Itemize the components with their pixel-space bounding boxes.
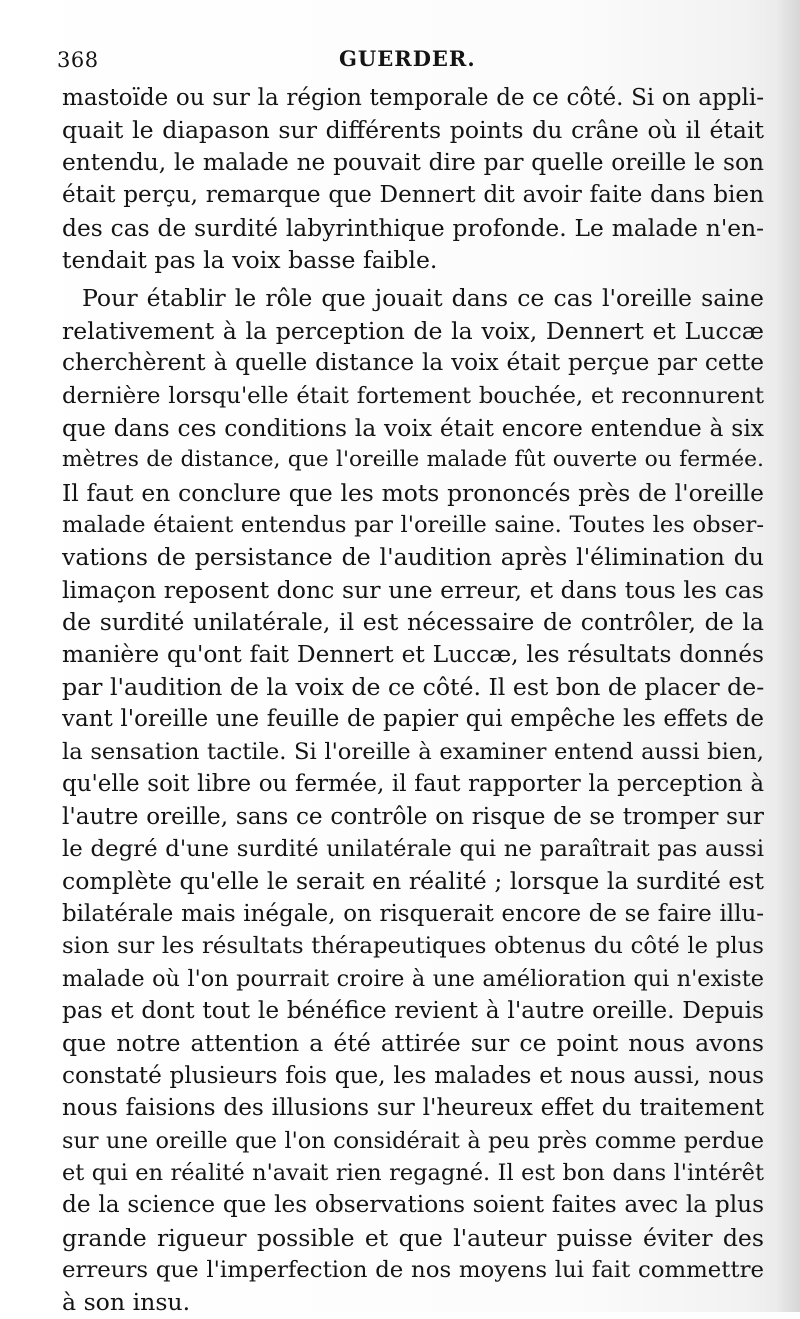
paragraph-2 — [62, 282, 764, 1319]
text-line: à son insu. — [62, 1288, 191, 1317]
text-line: pas et dont tout le bénéfice revient à l'autre oreille. Depuis — [62, 996, 764, 1024]
text-line: erreurs que l'imperfection de nos moyens lui fait commettre — [62, 1257, 764, 1284]
page-edge-shadow — [776, 0, 800, 1312]
text-line: manière qu'ont fait Dennert et Luccæ, les résultats donnés — [62, 640, 764, 668]
text-line: mastoïde ou sur la région temporale de ce côté. Si on appli- — [62, 85, 764, 111]
text-line: était perçu, remarque que Dennert dit avoir faite dans bien — [62, 182, 764, 209]
text-line: le degré d'une surdité unilatérale qui ne paraîtrait pas aussi — [62, 835, 764, 862]
text-line: qu'elle soit libre ou fermée, il faut rapporter la perception à — [62, 771, 764, 798]
text-line: constaté plusieurs fois que, les malades et nous aussi, nous — [62, 1062, 764, 1089]
running-head: GUERDER. — [339, 46, 476, 71]
paragraph-1 — [62, 82, 764, 276]
text-line: dernière lorsqu'elle était fortement bouchée, et reconnurent — [62, 382, 764, 409]
text-line: sion sur les résultats thérapeutiques obtenus du côté le plus — [62, 933, 764, 960]
text-line: vant l'oreille une feuille de papier qui empêche les effets de — [62, 706, 764, 733]
text-line: par l'audition de la voix de ce côté. Il est bon de placer de- — [62, 673, 765, 702]
text-line: et qui en réalité n'avait rien regagné. Il est bon dans l'intérêt — [62, 1159, 764, 1186]
text-line: nous faisions des illusions sur l'heureux effet du traitement — [62, 1094, 764, 1122]
text-line: des cas de surdité labyrinthique profonde. Le malade n'en- — [62, 213, 764, 242]
page-number: 368 — [57, 48, 99, 72]
text-line: tendait pas la voix basse faible. — [62, 245, 438, 274]
text-line: Il faut en conclure que les mots prononcés près de l'oreille — [62, 478, 764, 507]
text-line: que dans ces conditions la voix était encore entendue à six — [62, 413, 764, 442]
text-line: de surdité unilatérale, il est nécessaire de contrôler, de la — [62, 608, 764, 637]
text-line: complète qu'elle le serait en réalité ; lorsque la surdité est — [62, 867, 764, 896]
text-line: malade où l'on pourrait croire à une amélioration qui n'existe — [62, 965, 764, 992]
text-line: vations de persistance de l'audition après l'élimination du — [62, 543, 764, 572]
text-line: limaçon reposent donc sur une erreur, et dans tous les cas — [62, 575, 764, 604]
body-text — [62, 82, 764, 1319]
text-line: bilatérale mais inégale, on risquerait encore de se faire illu- — [62, 900, 764, 927]
page-header — [57, 44, 763, 78]
text-line: malade étaient entendus par l'oreille saine. Toutes les obser- — [62, 512, 764, 539]
text-line: Pour établir le rôle que jouait dans ce cas l'oreille saine — [82, 284, 764, 313]
text-line: l'autre oreille, sans ce contrôle on risque de se tromper sur — [62, 803, 764, 830]
text-line: sur une oreille que l'on considérait à peu près comme perdue — [62, 1127, 764, 1154]
text-line: entendu, le malade ne pouvait dire par quelle oreille le son — [62, 148, 764, 176]
text-line: grande rigueur possible et que l'auteur puisse éviter des — [62, 1223, 764, 1252]
text-line: cherchèrent à quelle distance la voix était perçue par cette — [62, 349, 764, 377]
text-line: relativement à la perception de la voix, Dennert et Luccæ — [62, 316, 764, 345]
text-line: de la science que les observations soient faites avec la plus — [62, 1191, 764, 1219]
text-line: quait le diapason sur différents points du crâne où il était — [62, 116, 764, 145]
text-line: la sensation tactile. Si l'oreille à examiner entend aussi bien, — [62, 738, 764, 765]
text-line: mètres de distance, que l'oreille malade fût ouverte ou fermée. — [62, 447, 764, 473]
text-line: que notre attention a été attirée sur ce point nous avons — [62, 1029, 764, 1058]
